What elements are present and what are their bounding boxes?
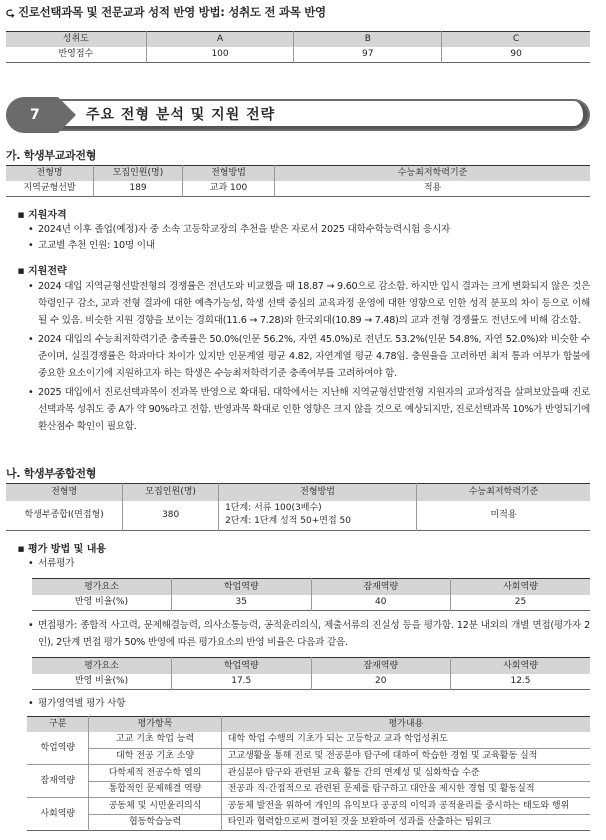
header-cell: 모집인원(명) xyxy=(94,166,183,181)
table-cell: 97 xyxy=(294,47,442,63)
table-cell: 35 xyxy=(172,595,312,611)
method-line: 1단계: 서류 100(3배수) xyxy=(225,503,322,514)
ga-heading: 가. 학생부교과전형 xyxy=(6,149,97,162)
content-cell: 고교생활을 통해 진로 및 전공분야 탐구에 대하여 학습한 경험 및 교육활동 실적 xyxy=(221,748,590,765)
eligibility-list xyxy=(16,222,590,253)
header-cell: 학업역량 xyxy=(172,658,312,674)
item-cell: 공동체 및 시민윤리의식 xyxy=(89,798,221,815)
header-cell: 사회역량 xyxy=(451,579,591,595)
header-cell: 잠재역량 xyxy=(311,579,451,595)
content-cell: 타인과 협력함으로써 결여된 것을 보완하여 성과를 산출하는 팀워크 xyxy=(221,814,590,831)
area-table xyxy=(27,716,590,831)
section-banner xyxy=(6,97,590,133)
section-number: 7 xyxy=(6,97,58,133)
table-cell: 적용 xyxy=(275,181,590,197)
content-cell: 공동체 발전을 위하여 개인의 유익보다 공공의 이익과 공적윤리를 중시하는 태도와 행위 xyxy=(221,798,590,815)
table-cell: 지역균형선발 xyxy=(23,183,76,194)
table-cell: 반영 비율(%) xyxy=(74,597,129,608)
method-line: 2단계: 1단계 성적 50+면접 50 xyxy=(225,516,351,527)
doc-eval-label-wrap xyxy=(16,556,590,572)
header-cell: 수능최저학력기준 xyxy=(417,484,590,501)
eligibility-heading: ■ 지원자격 xyxy=(14,206,67,221)
interview-table xyxy=(32,657,590,690)
header-cell: A xyxy=(146,32,294,47)
group-cell: 사회역량 xyxy=(27,798,89,831)
header-cell: 전형명 xyxy=(6,166,94,181)
table-cell: 100 xyxy=(146,47,294,63)
table-cell: 90 xyxy=(442,47,590,63)
area-label-wrap xyxy=(16,696,590,712)
item-cell: 다학제적 전공수학 열의 xyxy=(89,765,221,782)
list-item: • 2024 대입 지역균형선발전형의 경쟁률은 전년도와 비교했을 때 18.87 → 9.60으로 감소함. 하지만 입시 결과는 크게 변화되지 않은 것은 학령인구 감소, 교과 전형 결과에 대한 예측가능성, 학생 선택 중심의 교육과정 운영에 대한 영향으로 인한 성적 분포의 차이 등으로 이해될 수 있음. 비슷한 지원 경향을 보이는 경희대(11.6 → 7.28)와 한국외대(10.89 → 7.48)의 교과 전형 경쟁률도 전년도에 비해 감소함. xyxy=(16,278,590,329)
header-cell: 전형명 xyxy=(6,484,123,501)
table-cell: 학생부종합Ⅰ(면접형) xyxy=(24,510,104,521)
doc-eval-label: • 서류평가 xyxy=(16,556,590,572)
eval-heading: ■ 평가 방법 및 내용 xyxy=(14,540,106,555)
header-cell: 수능최저학력기준 xyxy=(275,166,590,181)
na-heading: 나. 학생부종합전형 xyxy=(6,467,97,480)
arrow-return-icon: ⮎ xyxy=(6,6,15,19)
item-cell: 고교 기초 학업 능력 xyxy=(89,732,221,749)
group-cell: 잠재역량 xyxy=(27,765,89,798)
header-cell: 평가내용 xyxy=(221,717,590,732)
table-cell: 미적용 xyxy=(417,501,590,531)
section-title: 주요 전형 분석 및 지원 전략 xyxy=(86,107,276,123)
content-cell: 전공과 직·간접적으로 관련된 문제를 탐구하고 대안을 제시한 경험 및 활동실적 xyxy=(221,781,590,798)
table-cell: 반영 비율(%) xyxy=(74,676,129,687)
header-cell: 평가항목 xyxy=(89,717,221,732)
na-table xyxy=(6,483,590,531)
table-cell: 189 xyxy=(94,181,183,197)
item-cell: 협동학습능력 xyxy=(89,814,221,831)
table-cell: 380 xyxy=(123,501,219,531)
table-cell: 25 xyxy=(451,595,591,611)
header-cell: 사회역량 xyxy=(451,658,591,674)
content-cell: 관심분야 탐구와 관련된 교육 활동 간의 연계성 및 심화학습 수준 xyxy=(221,765,590,782)
header-cell: B xyxy=(294,32,442,47)
table-cell: 12.5 xyxy=(451,674,591,690)
strategy-heading: ■ 지원전략 xyxy=(14,262,67,277)
table-cell: 교과 100 xyxy=(182,181,274,197)
list-item: • 고교별 추천 인원: 10명 이내 xyxy=(16,238,590,254)
top-title xyxy=(6,4,326,23)
header-cell: 전형방법 xyxy=(219,484,417,501)
top-title-text: 진로선택과목 및 전문교과 성적 반영 방법: 성취도 전 과목 반영 xyxy=(18,5,326,19)
area-label: • 평가영역별 평가 사항 xyxy=(16,696,590,712)
doc-eval-table xyxy=(32,578,590,611)
header-cell: 평가요소 xyxy=(32,658,172,674)
header-cell: 잠재역량 xyxy=(311,658,451,674)
list-item: • 2025 대입에서 진로선택과목이 전과목 반영으로 확대됨. 대학에서는 지난해 지역균형선발전형 지원자의 교과성적을 살펴보았을때 진로선택과목 성취도 중 A가 약 90%라고 전함. 반영과목 확대로 인한 영향은 크지 않을 것으로 예상되지만, 진로선택과목 10%가 반영되기에 환산점수 확인이 필요함. xyxy=(16,384,590,435)
strategy-list xyxy=(16,278,590,435)
header-cell: C xyxy=(442,32,590,47)
header-cell: 구분 xyxy=(27,717,89,732)
header-cell: 학업역량 xyxy=(172,579,312,595)
header-cell: 성취도 xyxy=(6,32,146,47)
ga-table xyxy=(6,165,590,197)
table-cell: 17.5 xyxy=(172,674,312,690)
table-cell: 반영점수 xyxy=(58,49,94,60)
item-cell: 통합적인 문제해결 역량 xyxy=(89,781,221,798)
method-cell xyxy=(219,501,417,531)
table-cell: 40 xyxy=(311,595,451,611)
interview-text: • 면접평가: 종합적 사고력, 문제해결능력, 의사소통능력, 공적윤리의식, 제출서류의 진실성 등을 평가함. 12분 내외의 개별 면접(평가자 2인), 2단계 면접 평가 50% 반영에 따른 평가요소의 반영 비율은 다음과 같음. xyxy=(16,617,590,651)
list-item: • 2024 대입의 수능최저학력기준 충족률은 50.0%(인문 56.2%, 자연 45.0%)로 전년도 53.2%(인문 54.8%, 자연 52.0%)와 비슷한 수준이며, 실질경쟁률은 학과마다 차이가 있지만 인문계열 평균 4.82, 자연계열 평균 4.78임. 충원율을 고려하면 최저 통과 여부가 합불에 중요한 요소이기에 지원하고자 하는 학생은 수능최저학력기준 충족여부를 고려하여야 함. xyxy=(16,331,590,382)
header-cell: 모집인원(명) xyxy=(123,484,219,501)
group-cell: 학업역량 xyxy=(40,742,76,753)
header-cell: 전형방법 xyxy=(182,166,274,181)
item-cell: 대학 전공 기초 소양 xyxy=(89,748,221,765)
header-cell: 평가요소 xyxy=(32,579,172,595)
table-cell: 20 xyxy=(311,674,451,690)
list-item: • 2024년 이후 졸업(예정)자 중 소속 고등학교장의 추천을 받은 자로서 2025 대학수학능력시험 응시자 xyxy=(16,222,590,238)
interview-text-wrap xyxy=(16,617,590,651)
achievement-score-table xyxy=(6,31,590,63)
content-cell: 대학 학업 수행의 기초가 되는 고등학교 교과 학업성취도 xyxy=(221,732,590,749)
